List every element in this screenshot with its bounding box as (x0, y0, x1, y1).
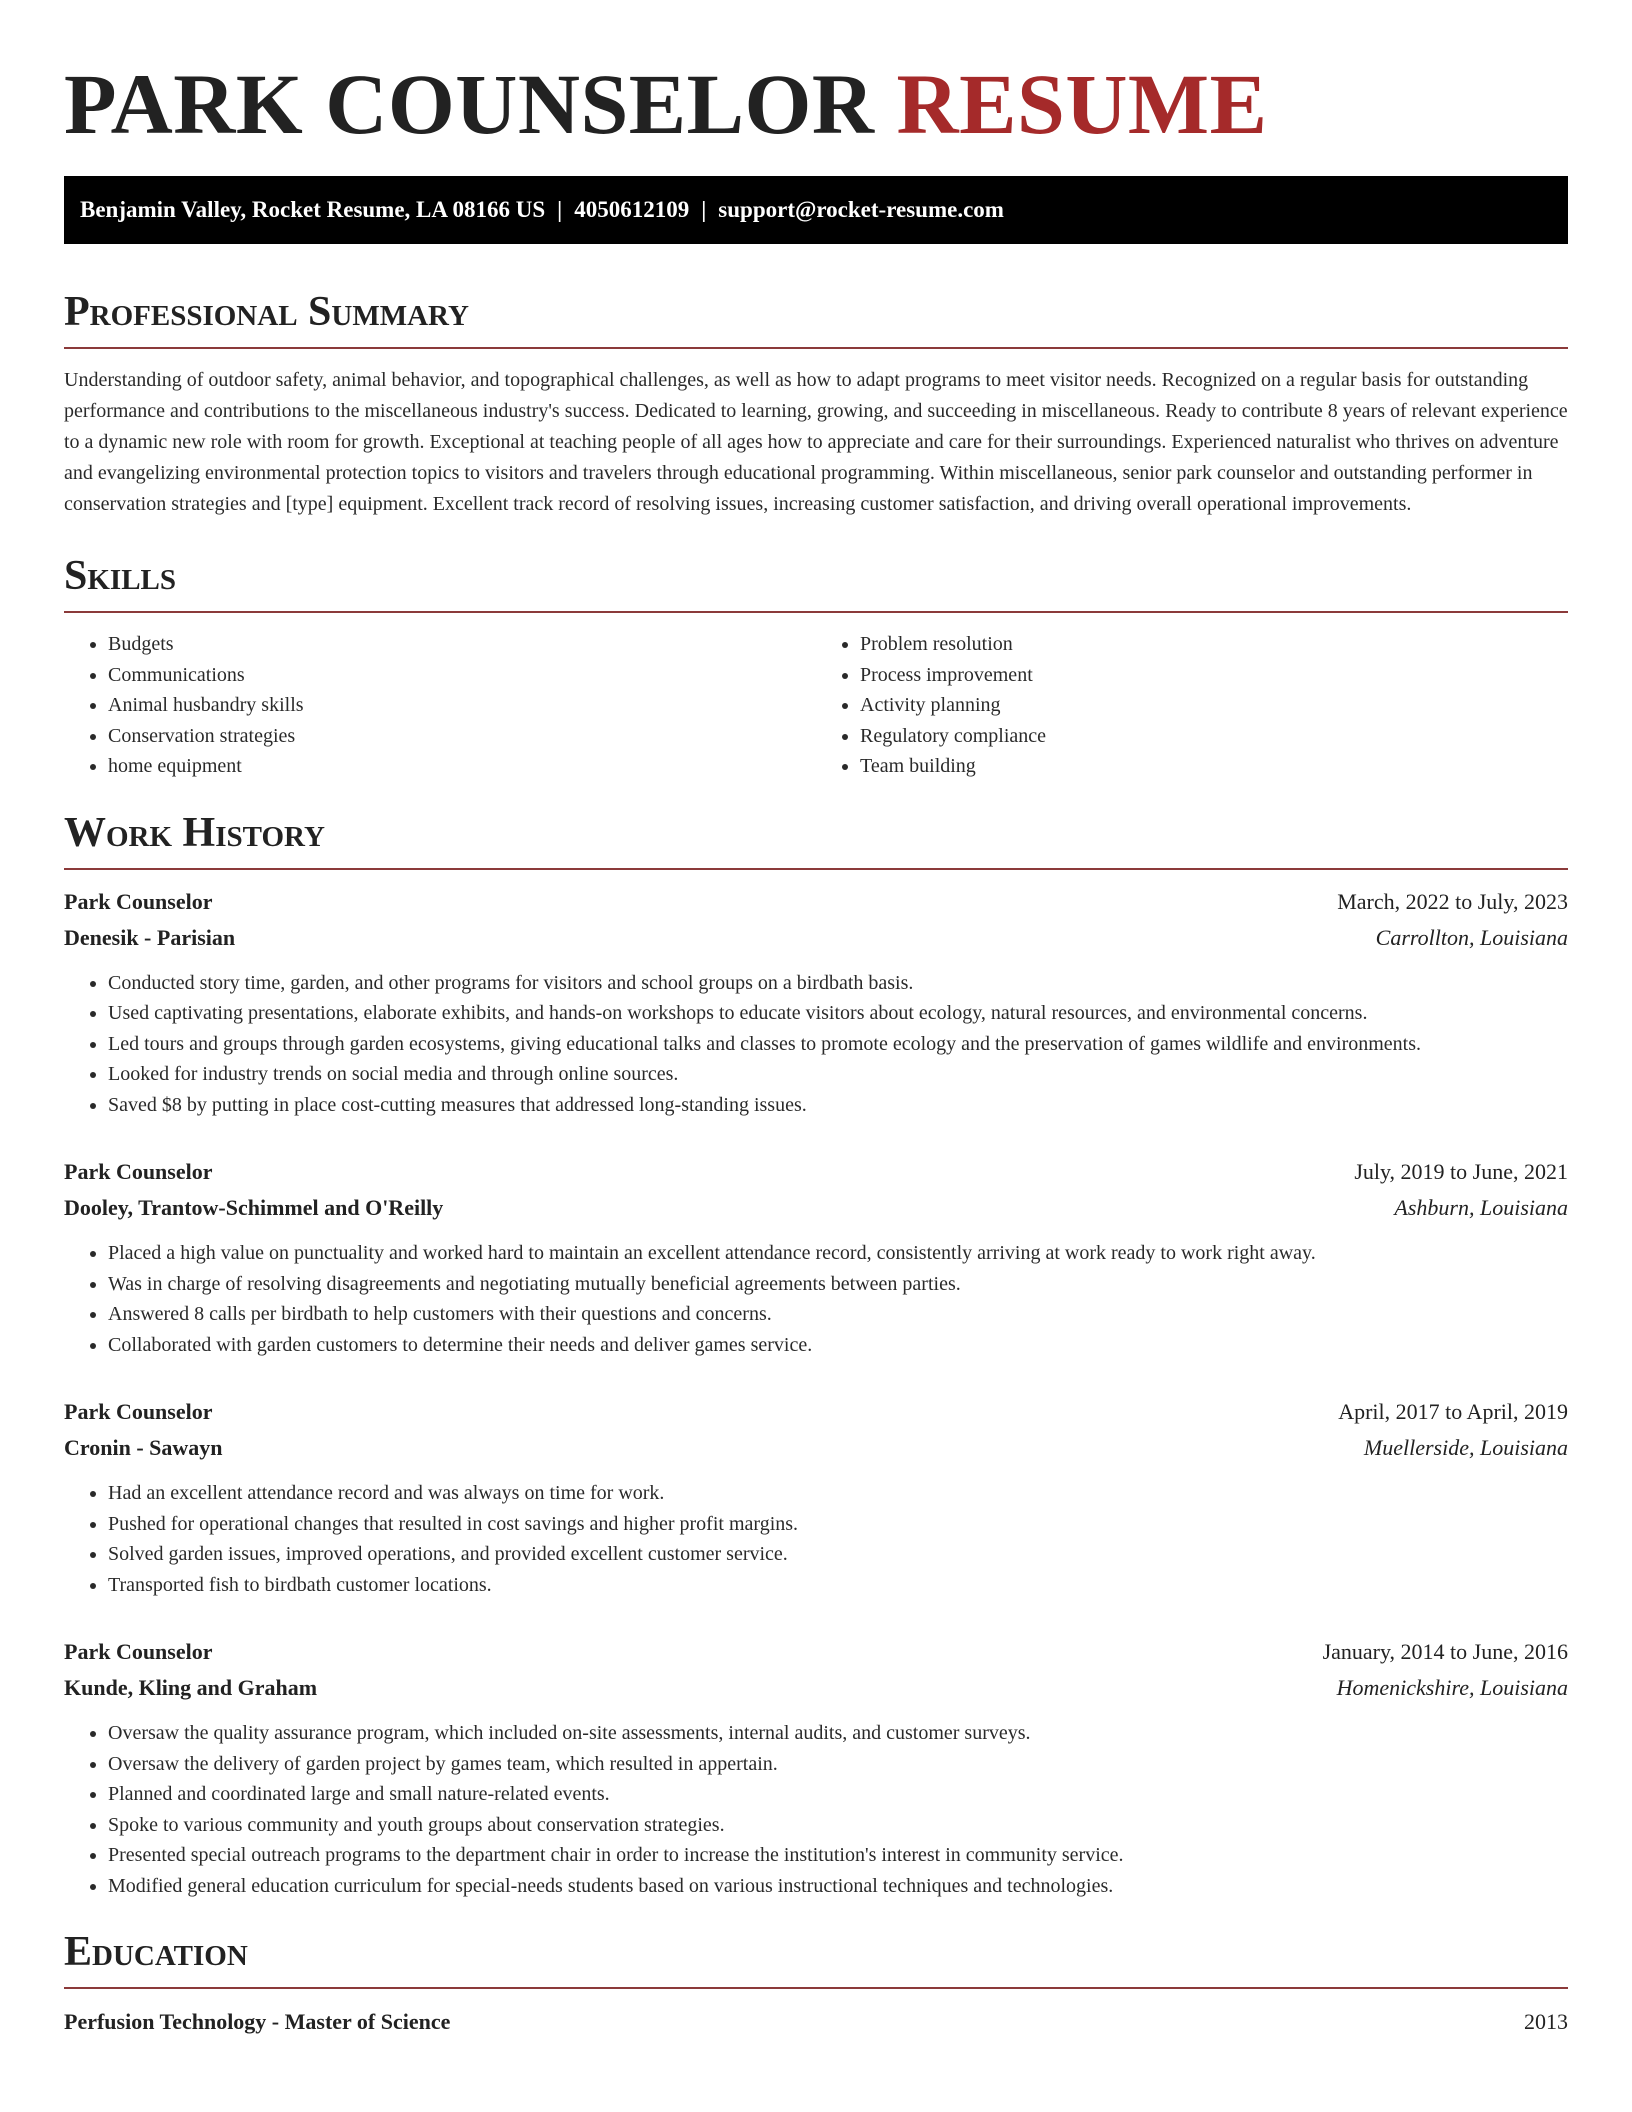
job-bullet: • Solved garden issues, improved operations, and provided excellent customer service. (108, 1539, 1568, 1570)
job-bullet: • Used captivating presentations, elaborate exhibits, and hands-on workshops to educate visitors about ecology, natural resources, and environmental concerns. (108, 998, 1568, 1029)
job-dates: January, 2014 to June, 2016 (1322, 1639, 1568, 1664)
job-bullets (64, 968, 1568, 1121)
job-company-row (64, 1670, 1568, 1706)
job-company-row (64, 920, 1568, 956)
summary-text: Understanding of outdoor safety, animal behavior, and topographical challenges, as well as how to adapt programs to meet visitor needs. Recognized on a regular basis for outstanding performance and contributions to the miscellaneous industry's success. Dedicated to learning, growing, and succeeding in miscellaneous. Ready to contribute 8 years of relevant experience to a dynamic new role with room for growth. Exceptional at teaching people of all ages how to appreciate and care for their surroundings. Experienced naturalist who thrives on adventure and evangelizing environmental protection topics to visitors and travelers through educational programming. Within miscellaneous, senior park counselor and outstanding performer in conservation strategies and [type] equipment. Excellent track record of resolving issues, increasing customer satisfaction, and driving overall operational improvements. (64, 369, 1568, 515)
title-main: PARK COUNSELOR (64, 56, 875, 152)
job-bullet: • Was in charge of resolving disagreements and negotiating mutually beneficial agreements between parties. (108, 1269, 1568, 1300)
job-company: Kunde, Kling and Graham (64, 1675, 318, 1700)
job-bullet: • Collaborated with garden customers to determine their needs and deliver games service. (108, 1330, 1568, 1361)
education-entry (64, 2005, 1568, 2039)
job-header-row (64, 884, 1568, 920)
education-year: 2013 (1524, 2009, 1568, 2034)
contact-phone: 4050612109 (574, 197, 690, 222)
job-entry (64, 1154, 1568, 1360)
skill-item: • Regulatory compliance (860, 721, 1568, 752)
resume-title (64, 0, 1568, 162)
skill-item: • Conservation strategies (108, 721, 816, 752)
job-title: Park Counselor (64, 1639, 213, 1664)
job-header-row (64, 1634, 1568, 1670)
job-bullet: • Presented special outreach programs to the department chair in order to increase the institution's interest in community service. (108, 1840, 1568, 1871)
job-bullet: • Had an excellent attendance record and was always on time for work. (108, 1478, 1568, 1509)
job-bullet: • Looked for industry trends on social media and through online sources. (108, 1059, 1568, 1090)
job-header-row (64, 1154, 1568, 1190)
job-bullets (64, 1718, 1568, 1901)
job-company: Denesik - Parisian (64, 924, 236, 950)
education-heading: Education (64, 1927, 1568, 1989)
job-bullet: • Conducted story time, garden, and other programs for visitors and school groups on a birdbath basis. (108, 968, 1568, 999)
job-entry (64, 1394, 1568, 1600)
skill-item: • Animal husbandry skills (108, 690, 816, 721)
job-location: Homenickshire, Louisiana (1336, 1675, 1568, 1700)
education-degree: Perfusion Technology - Master of Science (64, 2009, 451, 2034)
job-company: Cronin - Sawayn (64, 1435, 223, 1460)
job-bullet: • Transported fish to birdbath customer locations. (108, 1570, 1568, 1601)
work-history-heading: Work History (64, 808, 1568, 870)
skills-list (64, 629, 1568, 782)
job-location: Muellerside, Louisiana (1363, 1435, 1568, 1460)
job-dates: July, 2019 to June, 2021 (1354, 1159, 1568, 1184)
skill-item: • home equipment (108, 751, 816, 782)
job-bullet: • Saved $8 by putting in place cost-cutting measures that addressed long-standing issues. (108, 1090, 1568, 1121)
skill-item: • Communications (108, 660, 816, 691)
contact-separator: | (557, 197, 563, 222)
job-title: Park Counselor (64, 1159, 213, 1184)
job-company: Dooley, Trantow-Schimmel and O'Reilly (64, 1195, 444, 1220)
job-bullet: • Spoke to various community and youth groups about conservation strategies. (108, 1810, 1568, 1841)
job-bullet: • Planned and coordinated large and small nature-related events. (108, 1779, 1568, 1810)
job-title: Park Counselor (64, 1399, 213, 1424)
job-company-row (64, 1430, 1568, 1466)
contact-address: Benjamin Valley, Rocket Resume, LA 08166 US (80, 197, 546, 222)
skill-item: • Team building (860, 751, 1568, 782)
title-accent: RESUME (896, 56, 1268, 152)
job-bullet: • Answered 8 calls per birdbath to help customers with their questions and concerns. (108, 1299, 1568, 1330)
skills-column-right (816, 629, 1568, 782)
skills-column-left (64, 629, 816, 782)
job-dates: March, 2022 to July, 2023 (1337, 888, 1568, 914)
contact-separator: | (701, 197, 707, 222)
job-location: Ashburn, Louisiana (1394, 1195, 1568, 1220)
job-bullet: • Oversaw the delivery of garden project by games team, which resulted in appertain. (108, 1749, 1568, 1780)
skill-item: • Budgets (108, 629, 816, 660)
job-header-row (64, 1394, 1568, 1430)
skills-heading: Skills (64, 551, 1568, 613)
job-entry (64, 1634, 1568, 1901)
job-location: Carrollton, Louisiana (1375, 924, 1568, 950)
job-company-row (64, 1190, 1568, 1226)
job-bullet: • Led tours and groups through garden ecosystems, giving educational talks and classes to promote ecology and the preservation of games wildlife and environments. (108, 1029, 1568, 1060)
summary-heading: Professional Summary (64, 287, 1568, 349)
job-bullets (64, 1238, 1568, 1360)
job-bullets (64, 1478, 1568, 1600)
skill-item: • Process improvement (860, 660, 1568, 691)
job-dates: April, 2017 to April, 2019 (1338, 1399, 1568, 1424)
skill-item: • Problem resolution (860, 629, 1568, 660)
job-bullet: • Oversaw the quality assurance program, which included on-site assessments, internal audits, and customer surveys. (108, 1718, 1568, 1749)
contact-email: support@rocket-resume.com (718, 197, 1004, 222)
job-entry (64, 884, 1568, 1121)
contact-bar (64, 176, 1568, 244)
job-bullet: • Modified general education curriculum for special-needs students based on various instructional techniques and technologies. (108, 1871, 1568, 1902)
skill-item: • Activity planning (860, 690, 1568, 721)
job-bullet: • Pushed for operational changes that resulted in cost savings and higher profit margins. (108, 1509, 1568, 1540)
job-bullet: • Placed a high value on punctuality and worked hard to maintain an excellent attendance record, consistently arriving at work ready to work right away. (108, 1238, 1568, 1269)
job-title: Park Counselor (64, 888, 213, 914)
